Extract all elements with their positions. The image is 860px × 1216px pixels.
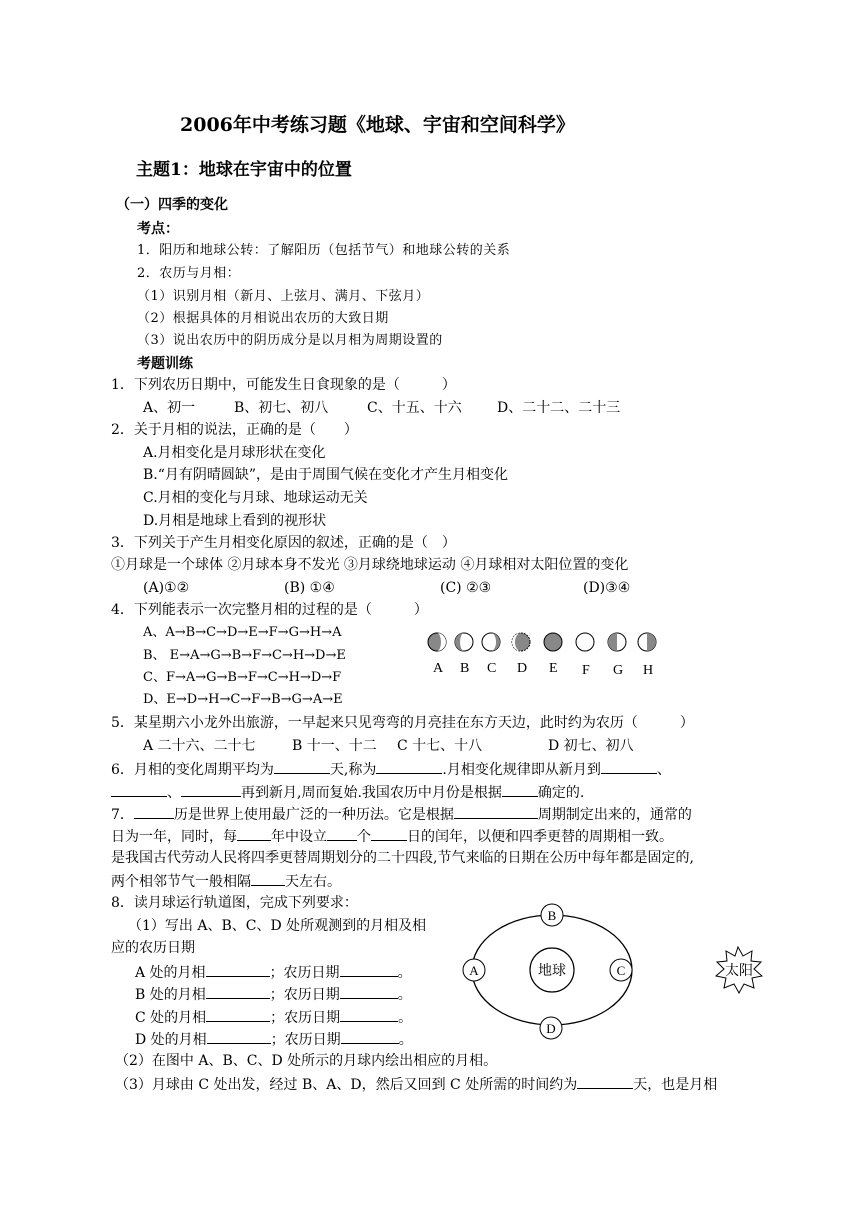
q6-text: 6．月相的变化周期平均为 <box>111 762 274 778</box>
q5-stem: 5．某星期六小龙外出旅游，一早起来只见弯弯的月亮挂在东方天边，此时约为农历（ ） <box>111 715 694 731</box>
q7-line1 <box>111 804 692 824</box>
q7-line4 <box>111 871 341 891</box>
blank <box>206 984 270 999</box>
q8-stem: 8．读月球运行轨道图，完成下列要求： <box>111 895 358 911</box>
moon-label: G <box>613 663 624 678</box>
q8-row-end: 。 <box>397 965 412 981</box>
q8-row <box>135 984 412 1004</box>
kaodian-item: 1．阳历和地球公转：了解阳历（包括节气）和地球公转的关系 <box>137 243 511 258</box>
q7-text: 两个相邻节气一般相隔 <box>111 874 251 890</box>
kaodian-item: （1）识别月相（新月、上弦月、满月、下弦月） <box>137 289 430 304</box>
q5-option: B 十一、十二 <box>292 738 377 754</box>
sun-label: 太阳 <box>725 964 753 979</box>
q4-option: B、 E→A→G→B→F→C→H→D→E <box>143 648 346 663</box>
q6-text: 再到新月,周而复始.我国农历中月份是根据 <box>241 785 502 801</box>
q7-text: 个 <box>357 829 371 845</box>
q5-option: C 十七、十八 <box>397 738 483 754</box>
q8-sub1-cont: 应的农历日期 <box>111 940 195 956</box>
moon-icon-g <box>608 633 626 651</box>
position-b-label: B <box>547 908 557 923</box>
blank <box>340 962 398 977</box>
q3-option: (B) ①④ <box>284 580 335 596</box>
blank <box>111 782 167 797</box>
q3-option: (C) ②③ <box>440 580 492 596</box>
blank <box>327 826 357 841</box>
q4-option: C、F→A→G→B→F→C→H→D→F <box>143 670 342 685</box>
q7-text: 历是世界上使用最广泛的一种历法。它是根据 <box>173 807 454 823</box>
q8-row-end: 。 <box>398 1010 413 1026</box>
moon-label: B <box>460 661 470 676</box>
q2-option: C.月相的变化与月球、地球运动无关 <box>143 490 368 506</box>
position-a-label: A <box>469 963 479 978</box>
q2-option: B.“月有阴晴圆缺”，是由于周围气候在变化才产生月相变化 <box>143 467 509 483</box>
q2-stem: 2．关于月相的说法，正确的是（ ） <box>111 422 358 438</box>
section-heading: （一）四季的变化 <box>116 197 228 213</box>
blank <box>371 826 407 841</box>
q8-row-mid: ；农历日期 <box>269 965 340 981</box>
q8-row-mid: ；农历日期 <box>270 1032 341 1048</box>
q7-text: 周期制定出来的，通常的 <box>537 807 692 823</box>
q7-text: 天左右。 <box>285 874 341 890</box>
q4-option: D、E→D→H→C→F→B→G→A→E <box>143 692 343 707</box>
q8-row-end: 。 <box>398 1032 413 1048</box>
q3-statements: ①月球是一个球体 ②月球本身不发光 ③月球绕地球运动 ④月球相对太阳位置的变化 <box>111 557 629 573</box>
q7-line2 <box>111 826 673 846</box>
page-title: 2006年中考练习题《地球、宇宙和空间科学》 <box>180 114 575 136</box>
moon-label: E <box>549 661 558 676</box>
blank <box>181 782 241 797</box>
moon-icon-b <box>455 633 473 651</box>
q8-row-mid: ；农历日期 <box>270 1010 341 1026</box>
moon-phases-figure <box>425 632 665 682</box>
moon-label: D <box>517 661 528 676</box>
blank <box>134 804 174 819</box>
blank <box>207 1029 271 1044</box>
q4-stem: 4．下列能表示一次完整月相的过程的是（ ） <box>111 602 428 618</box>
q8-sub3 <box>115 1074 717 1094</box>
q3-stem: 3．下列关于产生月相变化原因的叙述，正确的是（ ） <box>111 535 456 551</box>
q8-sub1: （1）写出 A、B、C、D 处所观测到的月相及相 <box>128 918 427 934</box>
q8-row <box>135 1029 413 1049</box>
q1-option: C、十五、十六 <box>367 400 462 416</box>
moon-icon-a <box>428 633 446 651</box>
position-d-label: D <box>546 1021 556 1036</box>
q8-row-mid: ；农历日期 <box>269 987 340 1003</box>
q6-text: 确定的. <box>537 785 585 801</box>
moon-orbit-diagram <box>455 903 775 1043</box>
blank <box>341 1029 399 1044</box>
q3-option: (D)③④ <box>583 580 631 596</box>
blank <box>376 759 442 774</box>
q8-sub2: （2）在图中 A、B、C、D 处所示的月球内绘出相应的月相。 <box>115 1053 498 1069</box>
q8-row-label: D 处的月相 <box>135 1032 207 1048</box>
blank <box>206 1007 270 1022</box>
moon-label: A <box>433 661 444 676</box>
q7-text: 日为一年，同时，每 <box>111 829 237 845</box>
theme-heading: 主题1：地球在宇宙中的位置 <box>136 160 352 180</box>
position-c-label: C <box>616 963 626 978</box>
q2-option: D.月相是地球上看到的视形状 <box>143 513 327 529</box>
q1-stem: 1．下列农历日期中，可能发生日食现象的是（ ） <box>111 377 456 393</box>
q6-text: 、 <box>167 785 181 801</box>
moon-label: C <box>487 661 497 676</box>
q5-option: D 初七、初八 <box>548 738 634 754</box>
blank <box>251 871 285 886</box>
q7-text: 年中设立 <box>271 829 327 845</box>
q7-text: 7． <box>111 807 134 823</box>
training-heading: 考题训练 <box>137 356 193 372</box>
moon-icon-h <box>638 633 656 651</box>
blank <box>601 759 657 774</box>
moon-label: F <box>582 663 590 678</box>
moon-icon-c <box>482 633 500 651</box>
moon-icon-f <box>576 633 594 651</box>
blank <box>237 826 271 841</box>
q3-option: (A)①② <box>143 580 190 596</box>
q8-sub3-text: （3）月球由 C 处出发，经过 B、A、D，然后又回到 C 处所需的时间约为 <box>115 1077 578 1093</box>
kaodian-item: 2．农历与月相： <box>137 266 241 281</box>
q8-row-label: A 处的月相 <box>135 965 206 981</box>
blank <box>340 1007 398 1022</box>
earth-label: 地球 <box>538 964 566 979</box>
moon-icon-e <box>544 633 562 651</box>
q6-text: 天,称为 <box>329 762 377 778</box>
q5-option: A 二十六、二十七 <box>143 738 256 754</box>
q7-text: 日的闰年，以便和四季更替的周期相一致。 <box>407 829 673 845</box>
moon-label: H <box>643 663 654 678</box>
q8-row-label: B 处的月相 <box>135 987 206 1003</box>
blank <box>502 782 538 797</box>
kaodian-item: （3）说出农历中的阴历成分是以月相为周期设置的 <box>137 333 443 348</box>
blank <box>274 759 330 774</box>
q8-row-label: C 处的月相 <box>135 1010 207 1026</box>
q7-line3: 是我国古代劳动人民将四季更替周期划分的二十四段,节气来临的日期在公历中每年都是固定的, <box>111 850 694 866</box>
q8-row-end: 。 <box>397 987 412 1003</box>
q1-option: B、初七、初八 <box>234 400 329 416</box>
q8-sub3-text: 天，也是月相 <box>633 1077 718 1093</box>
q6-text: 、 <box>656 762 671 778</box>
q1-option: A、初一 <box>143 400 196 416</box>
q6-line1 <box>111 759 671 779</box>
blank <box>577 1074 633 1089</box>
q6-text: .月相变化规律即从新月到 <box>442 762 601 778</box>
kaodian-heading: 考点： <box>137 221 179 237</box>
kaodian-item: （2）根据具体的月相说出农历的大致日期 <box>137 311 389 326</box>
q2-option: A.月相变化是月球形状在变化 <box>143 445 326 461</box>
blank <box>340 984 398 999</box>
blank <box>206 962 270 977</box>
q8-row <box>135 1007 412 1027</box>
q8-row <box>135 962 412 982</box>
blank <box>454 804 538 819</box>
q4-option: A、A→B→C→D→E→F→G→H→A <box>143 625 342 640</box>
q1-option: D、二十二、二十三 <box>497 400 621 416</box>
moon-icon-d <box>512 633 530 651</box>
q6-line2 <box>111 782 584 802</box>
